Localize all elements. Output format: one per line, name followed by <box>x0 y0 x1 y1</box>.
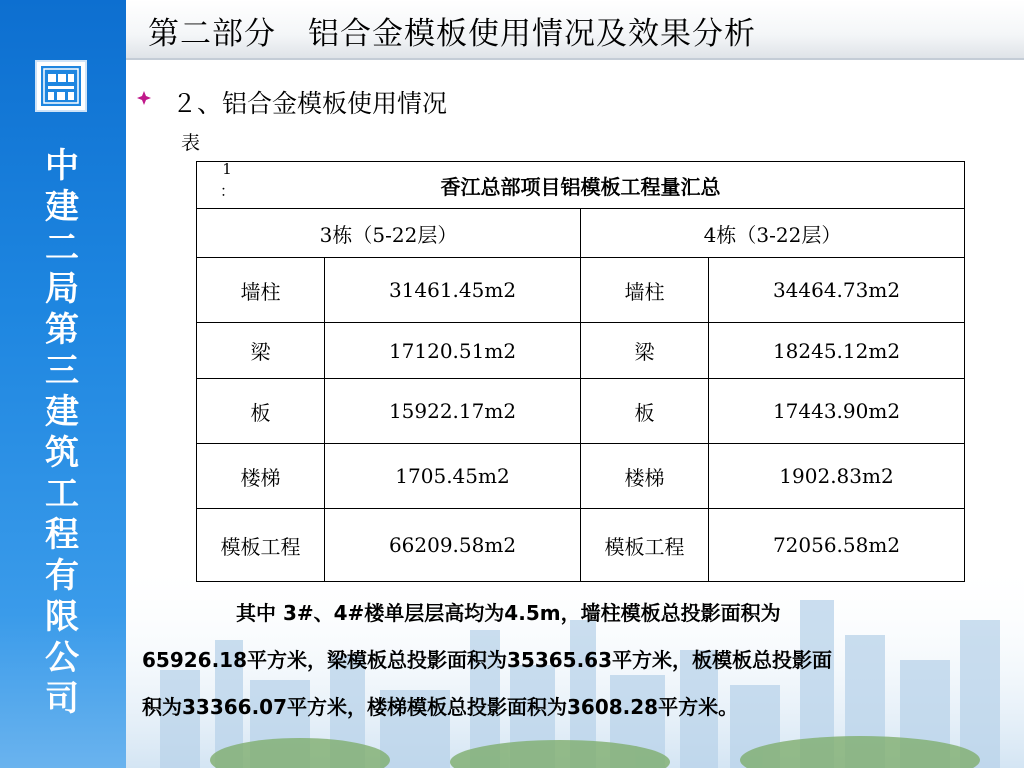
table-row <box>197 323 965 379</box>
table-title: 香江总部项目铝模板工程量汇总 <box>197 162 965 209</box>
value-cell: 17443.90m2 <box>709 379 965 444</box>
table-row <box>197 258 965 323</box>
value-cell: 18245.12m2 <box>709 323 965 379</box>
slide-title: 第二部分 铝合金模板使用情况及效果分析 <box>148 16 756 52</box>
company-char: 三 <box>45 351 79 391</box>
table-caption-number <box>220 158 234 202</box>
note-line: 其中 3#、4#楼单层层高均为4.5m，墙柱模板总投影面积为 <box>236 601 781 625</box>
title-bar <box>126 0 1024 60</box>
quantity-summary-table <box>196 161 965 582</box>
company-char: 第 <box>45 310 79 350</box>
item-cell: 墙柱 <box>197 258 325 323</box>
item-cell: 模板工程 <box>581 509 709 582</box>
value-cell: 31461.45m2 <box>325 258 581 323</box>
value-cell: 72056.58m2 <box>709 509 965 582</box>
building-4-header: 4栋（3-22层） <box>581 209 965 258</box>
company-char: 程 <box>45 515 79 555</box>
item-cell: 板 <box>581 379 709 444</box>
left-sidebar <box>0 0 126 768</box>
company-char: 工 <box>45 474 79 514</box>
company-name-vertical <box>36 146 88 720</box>
table-row <box>197 444 965 509</box>
item-cell: 模板工程 <box>197 509 325 582</box>
company-char: 有 <box>45 556 79 596</box>
caption-colon: ： <box>220 182 236 200</box>
table-row <box>197 509 965 582</box>
company-logo <box>35 60 87 112</box>
summary-note <box>142 590 1002 731</box>
item-cell: 板 <box>197 379 325 444</box>
building-3-header: 3栋（5-22层） <box>197 209 581 258</box>
item-cell: 楼梯 <box>197 444 325 509</box>
item-cell: 楼梯 <box>581 444 709 509</box>
company-char: 建 <box>45 392 79 432</box>
company-char: 局 <box>45 269 79 309</box>
company-char: 建 <box>45 187 79 227</box>
company-char: 公 <box>45 638 79 678</box>
table-title-row <box>197 162 965 209</box>
section-heading: ２、铝合金模板使用情况 <box>172 89 448 118</box>
item-cell: 梁 <box>581 323 709 379</box>
value-cell: 34464.73m2 <box>709 258 965 323</box>
table-header-row <box>197 209 965 258</box>
company-char: 中 <box>45 146 79 186</box>
value-cell: 1705.45m2 <box>325 444 581 509</box>
company-char: 司 <box>45 679 79 719</box>
caption-number: 1 <box>222 160 232 178</box>
value-cell: 66209.58m2 <box>325 509 581 582</box>
item-cell: 梁 <box>197 323 325 379</box>
note-line: 积为33366.07平方米，楼梯模板总投影面积为3608.28平方米。 <box>142 695 739 719</box>
value-cell: 17120.51m2 <box>325 323 581 379</box>
item-cell: 墙柱 <box>581 258 709 323</box>
value-cell: 15922.17m2 <box>325 379 581 444</box>
value-cell: 1902.83m2 <box>709 444 965 509</box>
cscec-logo-icon <box>41 66 81 106</box>
company-char: 二 <box>45 228 79 268</box>
company-char: 限 <box>45 597 79 637</box>
table-row <box>197 379 965 444</box>
company-char: 筑 <box>45 433 79 473</box>
diamond-bullet-icon <box>137 91 151 105</box>
table-caption-prefix: 表 <box>181 132 201 154</box>
note-line: 65926.18平方米，梁模板总投影面积为35365.63平方米，板模板总投影面 <box>142 648 833 672</box>
